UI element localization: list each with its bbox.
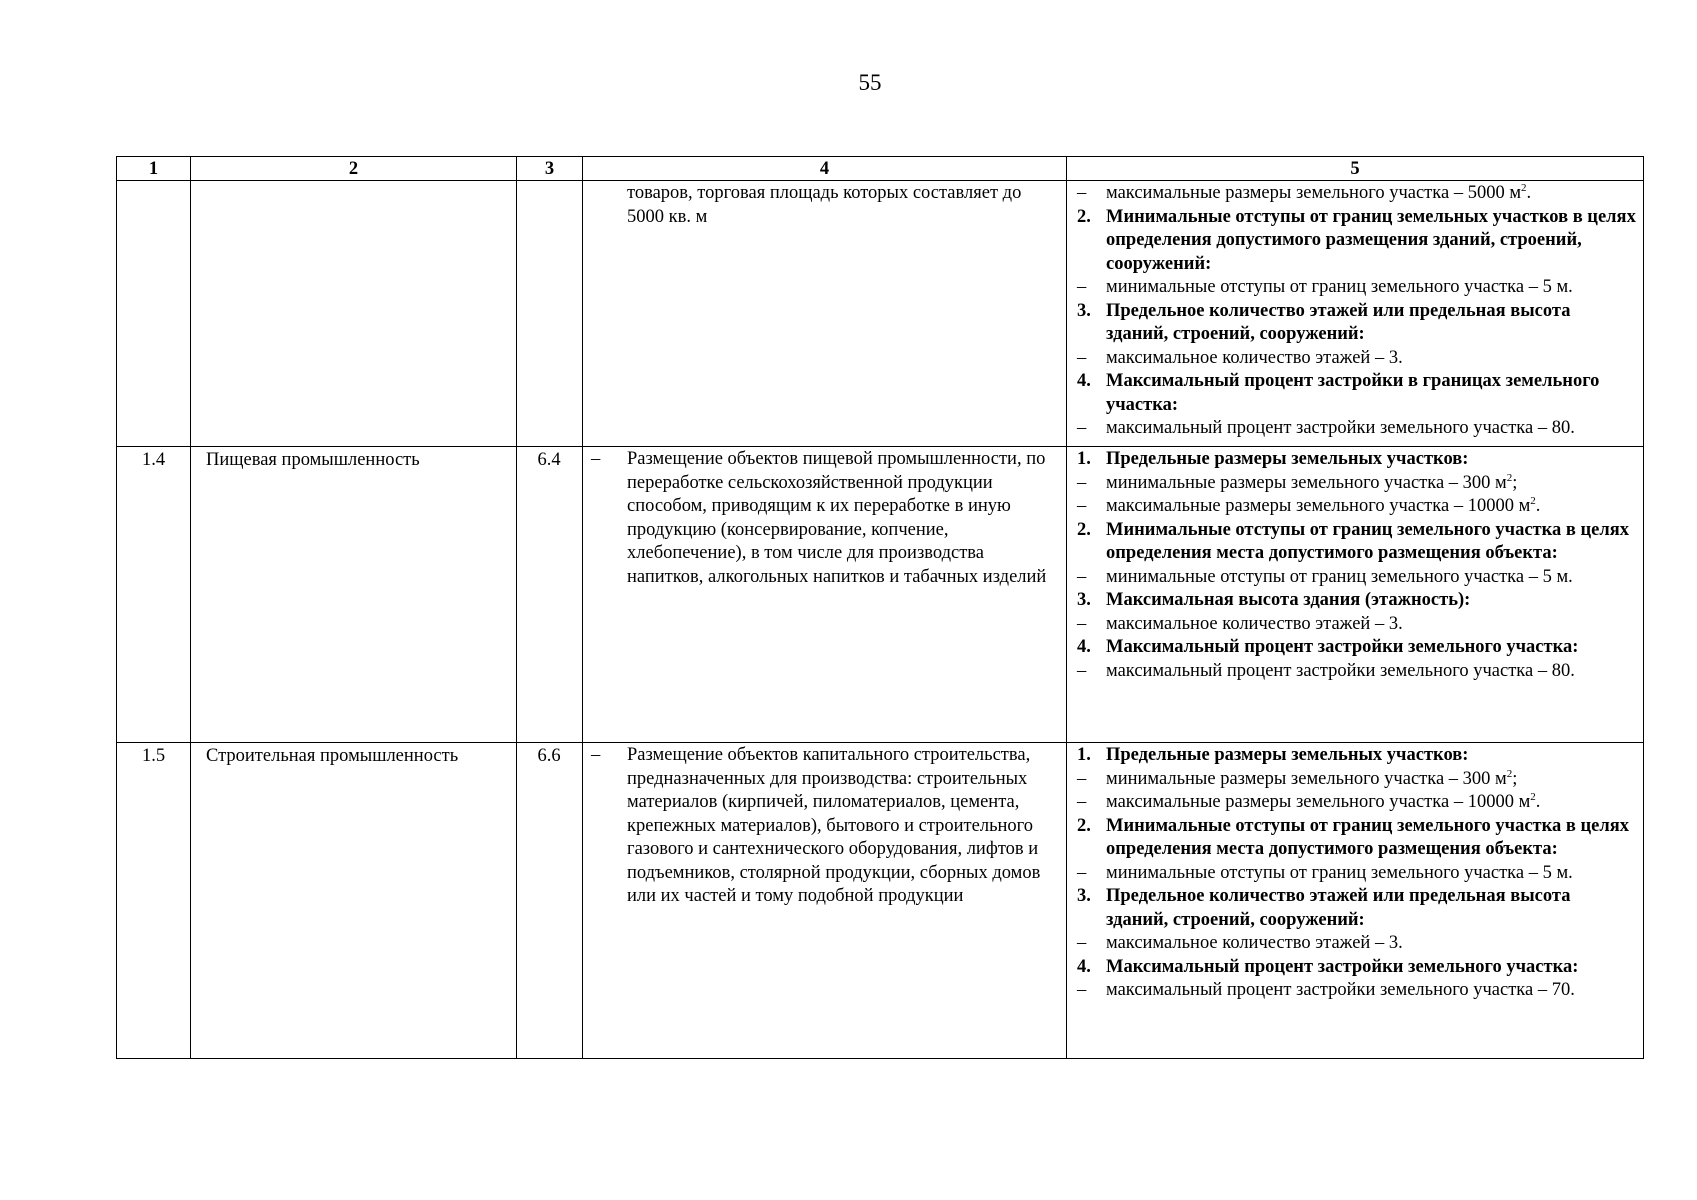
parameter-text: минимальные размеры земельного участка – 300 $м^2$; [1106,767,1518,789]
list-marker: – [1077,980,1087,1000]
description-text: Размещение объектов капитального строительства, предназначенных для производства: строительных материалов (кирпичей, пиломатериалов, цемента, крепежных материалов), бытового и строительного газового и сантехнического оборудования, лифтов и подъемников, столярной продукции, сборных домов или их частей и тому подобной продукции [627,745,1041,906]
parameter-heading: Минимальные отступы от границ земельных участков в целях определения допустимого размещения зданий, строений, сооружений: [1106,206,1636,274]
list-marker: – [1077,566,1087,587]
list-marker: 4. [1077,637,1091,657]
parameter-heading: Предельные размеры земельных участков: [1106,745,1469,765]
parameter-heading: Предельное количество этажей или предельная высота зданий, строений, сооружений: [1106,300,1571,344]
parameter-text: максимальные размеры земельного участка – 10000 $м^2$. [1106,790,1541,812]
parameter-text: максимальное количество этажей – 3. [1106,933,1403,953]
page-number: 55 [858,70,882,95]
list-marker: 3. [1077,590,1091,610]
parameter-text: максимальный процент застройки земельного участка – 80. [1106,660,1575,681]
parameters-cell [1067,447,1644,743]
list-marker: – [1077,933,1087,953]
column-header: 1 [117,157,191,181]
parameter-text: максимальный процент застройки земельного участка – 70. [1106,980,1575,1000]
use-description-cell [583,743,1067,1059]
list-marker: – [1077,418,1087,438]
use-description-cell [583,181,1067,447]
description-text: товаров, торговая площадь которых составляет до 5000 кв. м [627,183,1022,227]
column-header: 3 [517,157,583,181]
list-marker: 3. [1077,886,1091,906]
list-marker: – [1077,768,1087,789]
list-marker: – [1077,183,1087,203]
parameter-heading: Максимальная высота здания (этажность): [1106,590,1471,610]
column-header: 4 [583,157,1067,181]
parameter-heading: Максимальный процент застройки земельного участка: [1106,637,1579,657]
row-number-cell: 1.4 [117,447,191,743]
description-text: Размещение объектов пищевой промышленности, по переработке сельскохозяйственной продукции способом, приводящим к их переработке в иную продукцию (консервирование, копчение, хлебопечение), в том числе для производства напитков, алкогольных напитков и табачных изделий [627,449,1047,587]
parameter-text: максимальные размеры земельного участка – 5000 $м^2$. [1106,181,1532,203]
list-marker: – [591,745,601,765]
use-code-cell [517,181,583,447]
parameter-text: минимальные размеры земельного участка – 300 $м^2$; [1106,471,1518,493]
list-marker [591,182,627,229]
list-marker: – [591,449,601,469]
parameter-heading: Предельные размеры земельных участков: [1106,449,1469,469]
table-row [117,447,1644,743]
list-marker: 4. [1077,956,1091,977]
list-marker: 2. [1077,206,1091,227]
column-header: 2 [191,157,517,181]
parameter-text: минимальные отступы от границ земельного участка – 5 м. [1106,566,1573,587]
row-number-cell: 1.5 [117,743,191,1059]
list-marker: – [1077,347,1087,368]
use-name-cell: Пищевая промышленность [191,447,517,743]
row-number-cell [117,181,191,447]
table-row [117,743,1644,1059]
parameter-heading: Минимальные отступы от границ земельного участка в целях определения места допустимого размещения объекта: [1106,519,1629,563]
parameters-cell [1067,743,1644,1059]
use-code-cell: 6.6 [517,743,583,1059]
list-marker: – [1077,613,1087,634]
use-name-cell: Строительная промышленность [191,743,517,1059]
parameters-cell [1067,181,1644,447]
list-marker: 3. [1077,300,1091,321]
list-marker: 4. [1077,371,1091,391]
column-header: 5 [1067,157,1644,181]
regulations-table [116,156,1644,1059]
list-marker: – [1077,660,1087,681]
parameter-text: максимальное количество этажей – 3. [1106,613,1403,634]
parameter-heading: Максимальный процент застройки в границах земельного участка: [1106,371,1600,415]
use-code-cell: 6.4 [517,447,583,743]
list-marker: – [1077,792,1087,812]
list-marker: – [1077,472,1087,493]
list-marker: 1. [1077,745,1091,765]
use-description-cell [583,447,1067,743]
parameter-text: минимальные отступы от границ земельного участка – 5 м. [1106,277,1573,297]
parameter-text: максимальные размеры земельного участка – 10000 $м^2$. [1106,494,1541,516]
parameter-heading: Максимальный процент застройки земельного участка: [1106,956,1579,977]
table-row [117,181,1644,447]
list-marker: – [1077,862,1087,883]
list-marker: 2. [1077,519,1091,540]
parameter-text: минимальные отступы от границ земельного участка – 5 м. [1106,862,1573,883]
list-marker: 2. [1077,815,1091,836]
use-name-cell [191,181,517,447]
parameter-text: максимальное количество этажей – 3. [1106,347,1403,368]
list-marker: – [1077,277,1087,297]
parameter-heading: Минимальные отступы от границ земельного участка в целях определения места допустимого размещения объекта: [1106,815,1629,859]
parameter-text: максимальный процент застройки земельного участка – 80. [1106,418,1575,438]
list-marker: 1. [1077,449,1091,469]
list-marker: – [1077,496,1087,516]
table-header-row [117,157,1644,181]
parameter-heading: Предельное количество этажей или предельная высота зданий, строений, сооружений: [1106,886,1571,930]
